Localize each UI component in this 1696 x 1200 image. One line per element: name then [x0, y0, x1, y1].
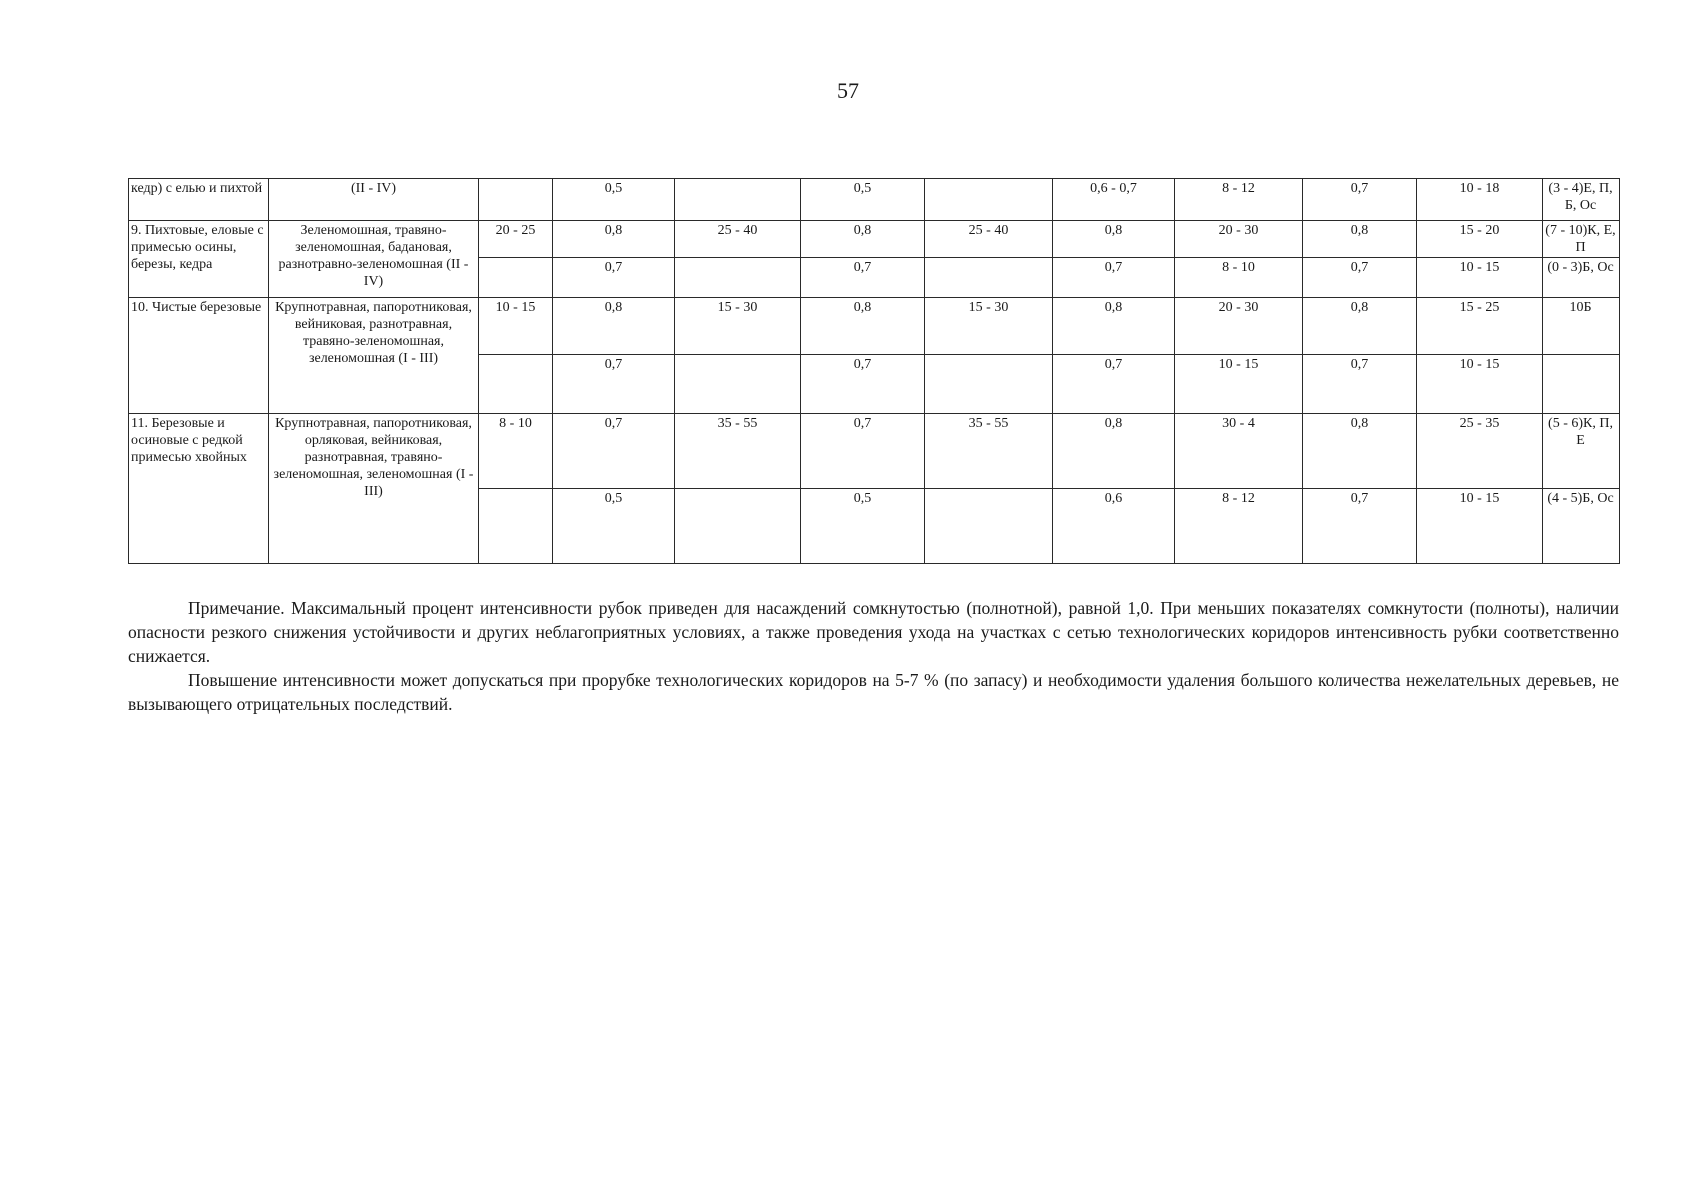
table-cell: 0,8: [801, 298, 925, 355]
table-cell: 10 - 15: [1417, 355, 1543, 414]
table-cell: [675, 258, 801, 298]
table-cell: 25 - 35: [1417, 414, 1543, 489]
table-cell: (0 - 3)Б, Ос: [1543, 258, 1620, 298]
table-cell: Зеленомошная, травяно-зеленомошная, бадановая, разнотравно-зеленомошная (II - IV): [269, 221, 479, 298]
table-cell: 0,7: [1303, 258, 1417, 298]
table-cell: кедр) с елью и пихтой: [129, 179, 269, 221]
table-cell: 0,8: [801, 221, 925, 258]
table-cell: 0,7: [801, 414, 925, 489]
table-cell: [925, 489, 1053, 564]
table-cell: 8 - 12: [1175, 179, 1303, 221]
table-row: [129, 414, 1620, 489]
table-cell: 0,8: [1053, 414, 1175, 489]
table-cell: [479, 489, 553, 564]
note-paragraph: Повышение интенсивности может допускаться при прорубке технологических коридоров на 5-7 % (по запасу) и необходимости удаления большого количества нежелательных деревьев, не вызывающего отрицательных последствий.: [128, 670, 1619, 714]
table-cell: 0,7: [553, 258, 675, 298]
table-cell: (3 - 4)Е, П, Б, Ос: [1543, 179, 1620, 221]
table-cell: 10 - 15: [1417, 489, 1543, 564]
table-cell: [675, 355, 801, 414]
table-cell: 0,6 - 0,7: [1053, 179, 1175, 221]
table-cell: 35 - 55: [925, 414, 1053, 489]
note-paragraph: Примечание. Максимальный процент интенсивности рубок приведен для насаждений сомкнутостью (полнотной), равной 1,0. При меньших показателях сомкнутости (полноты), наличии опасности резкого снижения устойчивости и других неблагоприятных условиях, а также проведения ухода на участках с сетью технологических коридоров интенсивность рубки соответственно снижается.: [128, 598, 1619, 666]
table-cell: 0,5: [801, 179, 925, 221]
table-cell: [675, 489, 801, 564]
table-cell: 0,8: [1303, 298, 1417, 355]
table-cell: Крупнотравная, папоротниковая, орляковая, вейниковая, разнотравная, травяно-зеленомошная, зеленомошная (I - III): [269, 414, 479, 564]
table-cell: [675, 179, 801, 221]
table-cell: [925, 258, 1053, 298]
table-cell: 0,8: [1053, 298, 1175, 355]
table-cell: 10 - 15: [1417, 258, 1543, 298]
table-cell: 0,7: [1303, 489, 1417, 564]
table-cell: 0,8: [553, 221, 675, 258]
table-cell: 20 - 25: [479, 221, 553, 258]
table-cell: [925, 355, 1053, 414]
table-cell: 9. Пихтовые, еловые с примесью осины, березы, кедра: [129, 221, 269, 298]
table-cell: 30 - 4: [1175, 414, 1303, 489]
forest-thinning-table: [128, 178, 1620, 564]
table-cell: 0,7: [801, 258, 925, 298]
table-cell: 0,7: [553, 414, 675, 489]
table-cell: 0,5: [553, 179, 675, 221]
table-cell: 10 - 15: [1175, 355, 1303, 414]
table-cell: 0,7: [1303, 355, 1417, 414]
table-cell: 0,7: [553, 355, 675, 414]
table-cell: [479, 179, 553, 221]
table-cell: (II - IV): [269, 179, 479, 221]
table-cell: 20 - 30: [1175, 298, 1303, 355]
table-cell: 11. Березовые и осиновые с редкой примесью хвойных: [129, 414, 269, 564]
table-cell: [925, 179, 1053, 221]
table-cell: 10 - 15: [479, 298, 553, 355]
table-cell: 8 - 10: [479, 414, 553, 489]
table-cell: 10. Чистые березовые: [129, 298, 269, 414]
table-cell: 8 - 12: [1175, 489, 1303, 564]
table-cell: (4 - 5)Б, Ос: [1543, 489, 1620, 564]
table-row: [129, 179, 1620, 221]
page-number: 57: [837, 78, 859, 103]
table-row: [129, 298, 1620, 355]
table-cell: 0,7: [1053, 355, 1175, 414]
table-cell: 8 - 10: [1175, 258, 1303, 298]
table-cell: 0,7: [1053, 258, 1175, 298]
table-cell: 0,7: [801, 355, 925, 414]
table-cell: 35 - 55: [675, 414, 801, 489]
table-row: [129, 221, 1620, 258]
table-cell: 0,7: [1303, 179, 1417, 221]
table-cell: 0,5: [801, 489, 925, 564]
table-cell: 15 - 25: [1417, 298, 1543, 355]
table-cell: 15 - 20: [1417, 221, 1543, 258]
table-cell: [479, 258, 553, 298]
table-cell: Крупнотравная, папоротниковая, вейниковая, разнотравная, травяно-зеленомошная, зеленомошная (I - III): [269, 298, 479, 414]
table-cell: 20 - 30: [1175, 221, 1303, 258]
table-cell: [479, 355, 553, 414]
table-cell: 0,5: [553, 489, 675, 564]
table-cell: 0,8: [1303, 414, 1417, 489]
table-cell: 25 - 40: [925, 221, 1053, 258]
table-cell: 0,6: [1053, 489, 1175, 564]
table-cell: 0,8: [1303, 221, 1417, 258]
table-cell: 10Б: [1543, 298, 1620, 355]
notes: [128, 596, 1619, 716]
table-cell: 15 - 30: [925, 298, 1053, 355]
table-cell: 0,8: [1053, 221, 1175, 258]
table-cell: [1543, 355, 1620, 414]
table-cell: (7 - 10)К, Е, П: [1543, 221, 1620, 258]
table-cell: (5 - 6)К, П, Е: [1543, 414, 1620, 489]
table-cell: 10 - 18: [1417, 179, 1543, 221]
table-cell: 25 - 40: [675, 221, 801, 258]
table-cell: 0,8: [553, 298, 675, 355]
table-cell: 15 - 30: [675, 298, 801, 355]
